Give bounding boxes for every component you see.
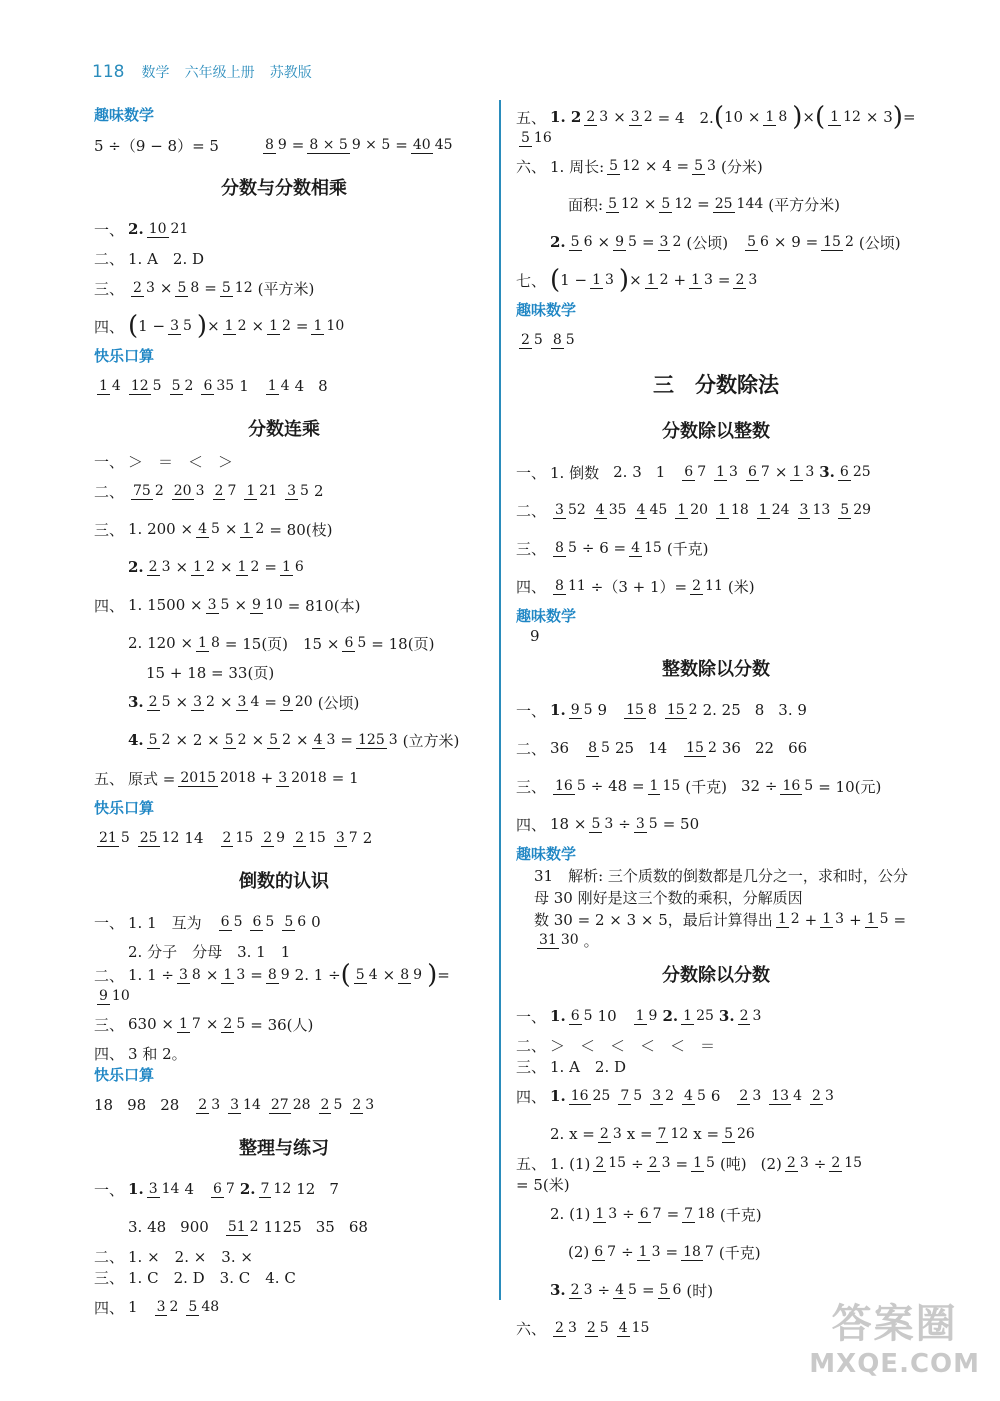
chapter-title: 三 分数除法 <box>653 373 779 397</box>
answer-row: 一、 1. 9 5 9 15 8 15 2 2. 25 8 3. 9 <box>516 701 807 720</box>
section-title: 分数除以分数 <box>662 965 770 986</box>
oral-heading: 快乐口算 <box>94 1066 155 1084</box>
answer-row: 一、 1. 1 互为 6 5 6 5 5 6 0 <box>94 913 321 932</box>
page-header <box>92 62 322 82</box>
answer-row: 五、 1. (1) 2 15 ÷ 2 3 = 1 5 (吨) (2) 2 3 ÷ 2 15 = 5(米) <box>516 1154 863 1194</box>
oral-answers: 21 5 25 12 14 2 15 2 9 2 15 3 7 2 <box>99 829 373 847</box>
fun-math-answer: 9 <box>530 627 540 645</box>
answer-row: 四、 1. 16 25 7 5 3 2 4 5 6 2 3 13 4 2 3 <box>516 1087 834 1106</box>
answer-row: 三、 630 × 1 7 × 2 5 = 36(人) <box>94 1015 314 1034</box>
answer-row: 4. 5 2 × 2 × 5 2 × 5 2 × 4 3 = 125 3 (立方米) <box>128 731 460 750</box>
oral-answers: 1 4 12 5 5 2 6 35 1 1 4 4 8 <box>99 377 328 395</box>
answer-row: 二、 1. 1 ÷ 3 8 × 1 3 = 8 9 2. 1 ÷ ( 5 4 × 8 9 ) = 9 10 <box>94 960 450 1004</box>
answer-row: 2. 分子 分母 3. 1 1 <box>128 943 291 961</box>
section-title: 整数除以分数 <box>662 659 770 680</box>
answer-row: 四、 1. 1500 × 3 5 × 9 10 = 810(本) <box>94 596 361 615</box>
answer-row: 一、 1. 6 5 10 1 9 2. 1 25 3. 2 3 <box>516 1007 762 1026</box>
answer-row: (2) 6 7 ÷ 1 3 = 18 7 (千克) <box>568 1243 761 1262</box>
answer-row: 三、 1. 200 × 4 5 × 1 2 = 80(枝) <box>94 520 333 539</box>
answer-row: 五、 1. 2 2 3 × 3 2 = 4 2. ( 10 × 1 8 ) × ( 1 12 × 3 ) = 5 16 <box>516 102 916 146</box>
answer-row: 四、 18 × 5 3 ÷ 3 5 = 50 <box>516 815 700 834</box>
answer-row: 四、 ( 1 − 3 5 ) × 1 2 × 1 2 = 1 10 <box>94 311 345 341</box>
page-number: 118 <box>92 62 125 82</box>
answer-row: 15 + 18 = 33(页) <box>146 664 275 682</box>
fun-math-answer: 2 5 8 5 <box>521 331 575 348</box>
answer-row: 三、 16 5 ÷ 48 = 1 15 (千克) 32 ÷ 16 5 = 10(元) <box>516 777 882 796</box>
answer-row: 六、 1. 周长: 5 12 × 4 = 5 3 (分米) <box>516 157 763 176</box>
oral-answers: 18 98 28 2 3 3 14 27 28 2 5 2 3 <box>94 1096 375 1114</box>
answer-row: 2. 2 3 × 1 2 × 1 2 = 1 6 <box>128 558 304 576</box>
section-title: 分数与分数相乘 <box>221 178 347 199</box>
answer-row: 六、 2 3 2 5 4 15 <box>516 1319 650 1338</box>
fun-math-heading: 趣味数学 <box>516 607 577 625</box>
edition: 苏教版 <box>269 65 312 81</box>
answer-row: 面积: 5 12 × 5 12 = 25 144 (平方分米) <box>568 195 840 214</box>
answer-row: 二、 75 2 20 3 2 7 1 21 3 5 2 <box>94 482 324 501</box>
fun-math-expr: 5 ÷（9 − 8）= 5 <box>94 136 219 155</box>
answer-row: 七、 ( 1 − 1 3 ) × 1 2 + 1 3 = 2 3 <box>516 265 758 295</box>
answer-row: 二、 3 52 4 35 4 45 1 20 1 18 1 24 3 13 5 29 <box>516 501 872 520</box>
left-column <box>94 104 474 1326</box>
fun-math-explanation: 31 解析: 三个质数的倒数都是几分之一，求和时，公分母 30 刚好是这三个数的乘积，分解质因 <box>534 867 908 907</box>
answer-row: 2. x = 2 3 x = 7 12 x = 5 26 <box>550 1125 755 1143</box>
fun-math-heading: 趣味数学 <box>94 106 155 124</box>
answer-row: 3. 2 5 × 3 2 × 3 4 = 9 20 (公顷) <box>128 693 360 712</box>
answer-row: 三、 8 5 ÷ 6 = 4 15 (千克) <box>516 539 709 558</box>
answer-row: 二、 1. × 2. × 3. × <box>94 1248 253 1266</box>
section-title: 分数除以整数 <box>662 421 770 442</box>
answer-row: 2. 120 × 1 8 = 15(页) 15 × 6 5 = 18(页) <box>128 634 435 653</box>
fraction: 8 9 <box>264 136 287 153</box>
column-divider <box>499 100 501 1300</box>
right-column <box>516 104 916 1347</box>
fun-math-heading: 趣味数学 <box>516 301 577 319</box>
answer-row: 3. 2 3 ÷ 4 5 = 5 6 (时) <box>550 1281 714 1300</box>
answer-row: 三、 1. A 2. D <box>516 1058 627 1076</box>
answer-row: 二、 1. A 2. D <box>94 250 205 268</box>
answer-row: 2. 5 6 × 9 5 = 3 2 (公顷) 5 6 × 9 = 15 2 (公顷) <box>550 233 901 252</box>
section-title: 倒数的认识 <box>239 871 329 892</box>
subject: 数学 <box>141 65 170 81</box>
answer-row: 一、 2. 10 21 <box>94 220 189 239</box>
answer-row: 五、 原式 = 2015 2018 + 3 2018 = 1 <box>94 769 359 788</box>
section-title: 整理与练习 <box>239 1138 329 1159</box>
answer-row: 二、 ＞ ＜ ＜ ＜ ＜ ＝ <box>516 1037 716 1055</box>
answer-row: 四、 1 3 2 5 48 <box>94 1298 220 1317</box>
answer-row: 三、 2 3 × 5 8 = 5 12 (平方米) <box>94 279 315 298</box>
answer-row: 二、 36 8 5 25 14 15 2 36 22 66 <box>516 739 808 758</box>
answer-row: 一、 1. 3 14 4 6 7 2. 7 12 12 7 <box>94 1180 339 1199</box>
fun-math-explanation-end: 数 30 = 2 × 3 × 5，最后计算得出 1 2 + 1 3 + 1 5 = 31 30 。 <box>534 910 907 950</box>
fraction: 8 × 5 9 × 5 <box>309 136 391 153</box>
fun-math-heading: 趣味数学 <box>516 845 577 863</box>
answer-row: 3. 48 900 51 2 1125 35 68 <box>128 1218 368 1236</box>
grade: 六年级上册 <box>184 65 255 81</box>
fraction: 10 21 <box>148 220 189 237</box>
answer-row: 四、 8 11 ÷（3 + 1）= 2 11 (米) <box>516 577 755 596</box>
fun-math-answer: 5 ÷（9 − 8）= 5 8 9 = 8 × 5 9 × 5 = 40 45 <box>94 136 453 155</box>
section-title: 分数连乘 <box>248 419 320 440</box>
answer-row: 三、 1. C 2. D 3. C 4. C <box>94 1269 296 1287</box>
fraction: 40 45 <box>412 136 453 153</box>
watermark-logo: 答案圈 MXQE.COM <box>809 1301 980 1379</box>
answer-row: 一、 1. 倒数 2. 3 1 6 7 1 3 6 7 × 1 3 3. 6 25 <box>516 463 871 482</box>
oral-heading: 快乐口算 <box>94 347 155 365</box>
answer-row: 一、 ＞ ＝ ＜ ＞ <box>94 453 234 471</box>
answer-row: 2. (1) 1 3 ÷ 6 7 = 7 18 (千克) <box>550 1205 762 1224</box>
answer-row: 四、 3 和 2。 <box>94 1045 187 1063</box>
oral-heading: 快乐口算 <box>94 799 155 817</box>
